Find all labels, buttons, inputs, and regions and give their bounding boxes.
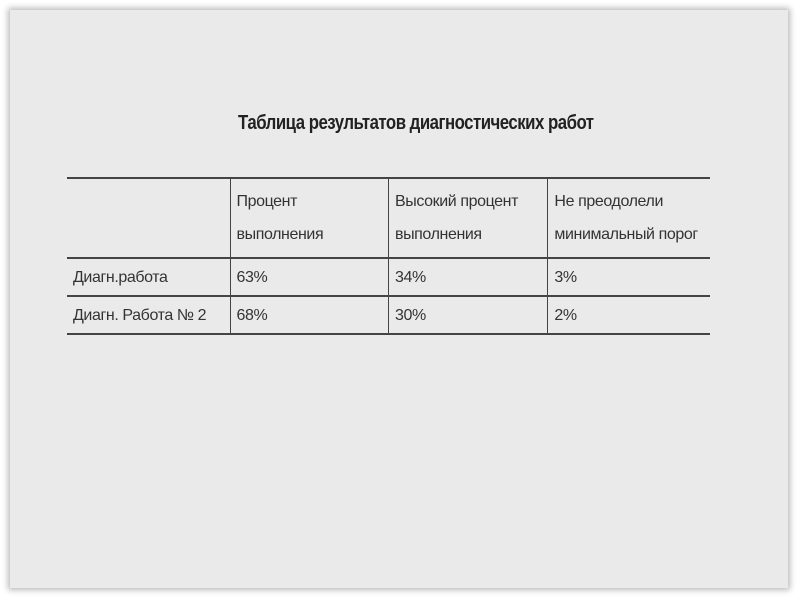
header-cell-below-threshold: Не преодолели минимальный порог [548,178,710,258]
results-table [67,177,710,335]
table-cell: 68% [230,296,388,334]
table-cell: 34% [388,258,547,296]
header-cell-high-completion: Высокий процент выполнения [388,178,547,258]
table-cell: 30% [388,296,547,334]
row-label: Диагн. Работа № 2 [67,296,230,334]
table-cell: 3% [548,258,710,296]
header-cell-completion: Процент выполнения [230,178,388,258]
header-cell-empty [67,178,230,258]
table-cell: 63% [230,258,388,296]
page-title: Таблица результатов диагностических работ [238,112,594,134]
table-row [67,258,710,296]
row-label: Диагн.работа [67,258,230,296]
table-row [67,296,710,334]
slide [10,10,788,588]
table-header-row [67,178,710,258]
table-cell: 2% [548,296,710,334]
